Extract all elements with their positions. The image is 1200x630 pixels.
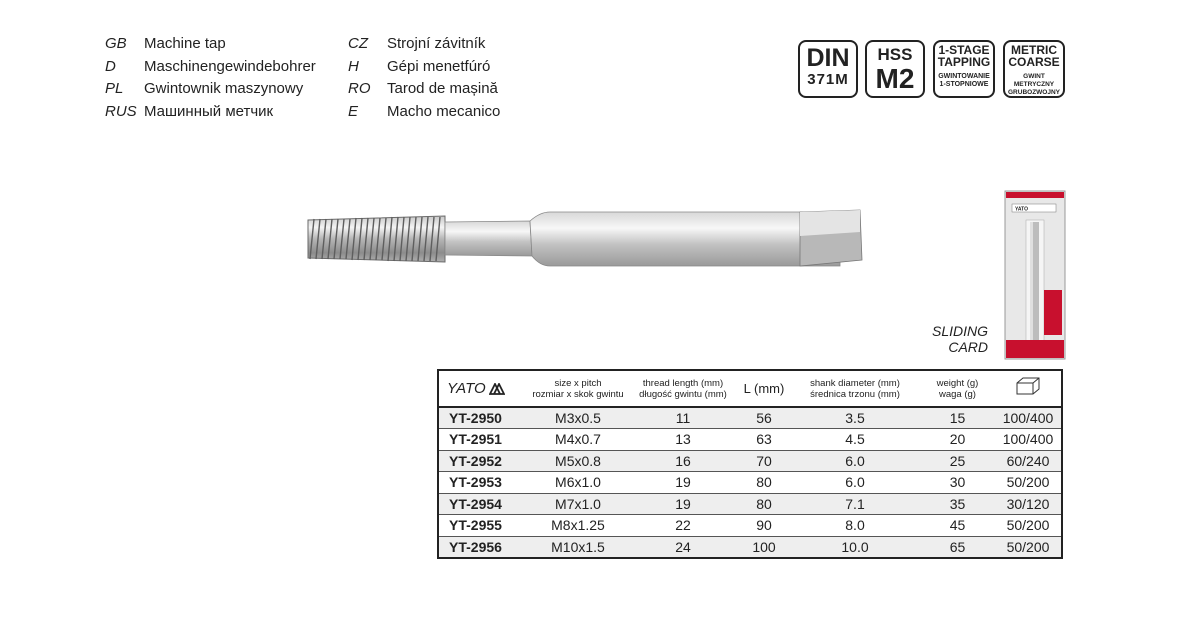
cell-package-qty: 60/240 <box>995 450 1062 472</box>
cell-thread-length: 24 <box>675 538 691 555</box>
header-shank-pl-text: średnica trzonu <box>810 388 876 400</box>
lang-code: D <box>105 57 116 75</box>
lang-code: RO <box>348 80 371 97</box>
unit-mm: (mm) <box>754 381 785 396</box>
lang-code: H <box>348 57 359 75</box>
header-thread-en-text: thread length <box>642 377 699 389</box>
cell-shank-diameter: 7.1 <box>790 493 920 515</box>
lang-name: Gwintownik maszynowy <box>144 80 304 97</box>
package-brand: YATO <box>1015 206 1028 213</box>
lang-name: Maschinengewindebohrer <box>144 57 316 75</box>
cell-shank-diameter: 4.5 <box>790 429 920 451</box>
lang-name: Macho mecanico <box>387 102 501 120</box>
cell-shank-diameter: 6.0 <box>790 472 920 494</box>
cell-thread-length: 19 <box>628 472 738 494</box>
header-shank-en <box>790 378 920 389</box>
header-shank-pl <box>790 389 920 400</box>
stage-badge-line2: TAPPING <box>937 55 991 69</box>
unit-g: (g) <box>966 377 979 389</box>
cell-weight: 30 <box>920 472 995 494</box>
cell-code: YT-2953 <box>438 472 528 494</box>
header-weight-pl-text: waga <box>939 388 962 400</box>
din-badge <box>798 40 858 98</box>
stage-badge-line4: 1-STOPNIOWE <box>939 81 989 88</box>
unit-mm: (mm) <box>700 377 724 389</box>
cell-code: YT-2951 <box>438 429 528 451</box>
cell-code: YT-2955 <box>438 515 528 537</box>
unit-mm: (mm) <box>877 377 900 389</box>
header-length <box>738 370 790 407</box>
cell-thread-length: 16 <box>628 450 738 472</box>
metric-badge-line2: COARSE <box>1008 55 1060 69</box>
din-badge-title: DIN <box>806 44 850 72</box>
machine-tap-image <box>300 190 875 285</box>
cell-shank-diameter: 3.5 <box>790 407 920 429</box>
hss-badge <box>865 40 925 98</box>
table-row <box>438 450 1062 472</box>
cell-package-qty: 30/120 <box>995 493 1062 515</box>
cell-size: M3x0.5 <box>528 407 628 429</box>
cell-code: YT-2954 <box>438 493 528 515</box>
sliding-caption-line2: CARD <box>948 339 988 355</box>
header-L-text: L <box>743 381 751 396</box>
cell-shank-diameter: 10.0 <box>841 538 869 555</box>
header-size-en: size x pitch <box>554 377 602 389</box>
cell-thread-length: 13 <box>628 429 738 451</box>
metric-badge-line4: GRUBOZWOJNY <box>1008 89 1060 96</box>
cell-code: YT-2956 <box>449 538 502 555</box>
hss-badge-grade: M2 <box>875 63 915 94</box>
table-row <box>438 536 1062 558</box>
table-row <box>438 429 1062 451</box>
header-thread-length <box>628 370 738 407</box>
cell-shank-diameter: 8.0 <box>790 515 920 537</box>
unit-mm: (mm) <box>877 388 900 400</box>
cell-weight: 25 <box>920 450 995 472</box>
spec-table <box>437 369 1063 559</box>
cell-weight: 65 <box>949 538 966 555</box>
header-size <box>528 370 628 407</box>
table-row <box>438 515 1062 537</box>
cell-length: 80 <box>738 493 790 515</box>
cell-weight: 20 <box>920 429 995 451</box>
header-size-pl: rozmiar x skok gwintu <box>532 388 624 400</box>
cell-size: M4x0.7 <box>528 429 628 451</box>
table-header-row <box>438 370 1062 407</box>
sliding-caption-line1: SLIDING <box>931 323 988 339</box>
lang-code: GB <box>105 35 127 52</box>
cell-thread-length: 19 <box>628 493 738 515</box>
lang-name: Tarod de mașină <box>387 80 498 97</box>
cell-length: 56 <box>738 407 790 429</box>
yato-logo <box>438 370 528 407</box>
lang-name: Machine tap <box>144 35 226 52</box>
cell-package-qty: 50/200 <box>995 515 1062 537</box>
cell-shank-diameter: 6.0 <box>790 450 920 472</box>
cell-length: 90 <box>738 515 790 537</box>
cell-weight: 35 <box>920 493 995 515</box>
cell-package-qty: 50/200 <box>995 472 1062 494</box>
spec-table-body <box>438 407 1062 558</box>
cell-size: M7x1.0 <box>528 493 628 515</box>
unit-mm: (mm) <box>704 388 727 400</box>
table-row <box>438 472 1062 494</box>
lang-code: PL <box>105 80 124 97</box>
lang-code: RUS <box>105 102 137 120</box>
cell-package-qty: 50/200 <box>1006 538 1050 555</box>
metric-coarse-badge <box>1003 40 1065 98</box>
header-thread-pl <box>628 389 738 400</box>
sliding-card-caption <box>918 323 988 355</box>
metric-badge-line3: GWINT METRYCZNY <box>1013 73 1055 88</box>
yato-logo-text: YATO <box>447 380 486 397</box>
cell-weight: 15 <box>920 407 995 429</box>
header-thread-pl-text: długość gwintu <box>639 388 703 400</box>
header-weight-en-text: weight <box>936 377 965 389</box>
cell-size: M6x1.0 <box>528 472 628 494</box>
header-weight-pl <box>920 389 995 400</box>
header-weight-en <box>920 378 995 389</box>
cell-length: 70 <box>738 450 790 472</box>
cell-size: M10x1.5 <box>551 538 605 555</box>
header-thread-en <box>628 378 738 389</box>
stage-badge-line3: GWINTOWANIE <box>938 73 990 80</box>
din-badge-number: 371M <box>807 71 849 88</box>
sliding-card-package-image <box>1004 190 1066 365</box>
metric-badge-line1: METRIC <box>1011 43 1057 57</box>
cell-size: M8x1.25 <box>528 515 628 537</box>
table-row <box>438 493 1062 515</box>
cell-length: 100 <box>752 538 776 555</box>
cell-weight: 45 <box>920 515 995 537</box>
lang-name: Gépi menetfúró <box>387 57 491 75</box>
stage-tapping-badge <box>933 40 995 98</box>
hss-badge-title: HSS <box>877 45 913 64</box>
cell-code: YT-2952 <box>438 450 528 472</box>
stage-badge-line1: 1-STAGE <box>938 43 990 57</box>
header-shank-diameter <box>790 370 920 407</box>
cell-code: YT-2950 <box>438 407 528 429</box>
lang-code: CZ <box>348 35 368 52</box>
box-icon <box>1015 377 1041 395</box>
lang-name: Strojní závitník <box>387 35 486 52</box>
cell-length: 80 <box>738 472 790 494</box>
cell-size: M5x0.8 <box>528 450 628 472</box>
cell-package-qty: 100/400 <box>995 407 1062 429</box>
unit-g: (g) <box>964 388 976 400</box>
cell-thread-length: 22 <box>628 515 738 537</box>
yato-triangle-icon <box>489 383 505 395</box>
table-row <box>438 407 1062 429</box>
cell-thread-length: 11 <box>628 407 738 429</box>
cell-length: 63 <box>738 429 790 451</box>
lang-name: Машинный метчик <box>144 102 274 120</box>
lang-code: E <box>348 102 359 120</box>
header-shank-en-text: shank diameter <box>810 377 876 389</box>
header-package-qty <box>995 370 1062 407</box>
cell-package-qty: 100/400 <box>995 429 1062 451</box>
header-weight <box>920 370 995 407</box>
